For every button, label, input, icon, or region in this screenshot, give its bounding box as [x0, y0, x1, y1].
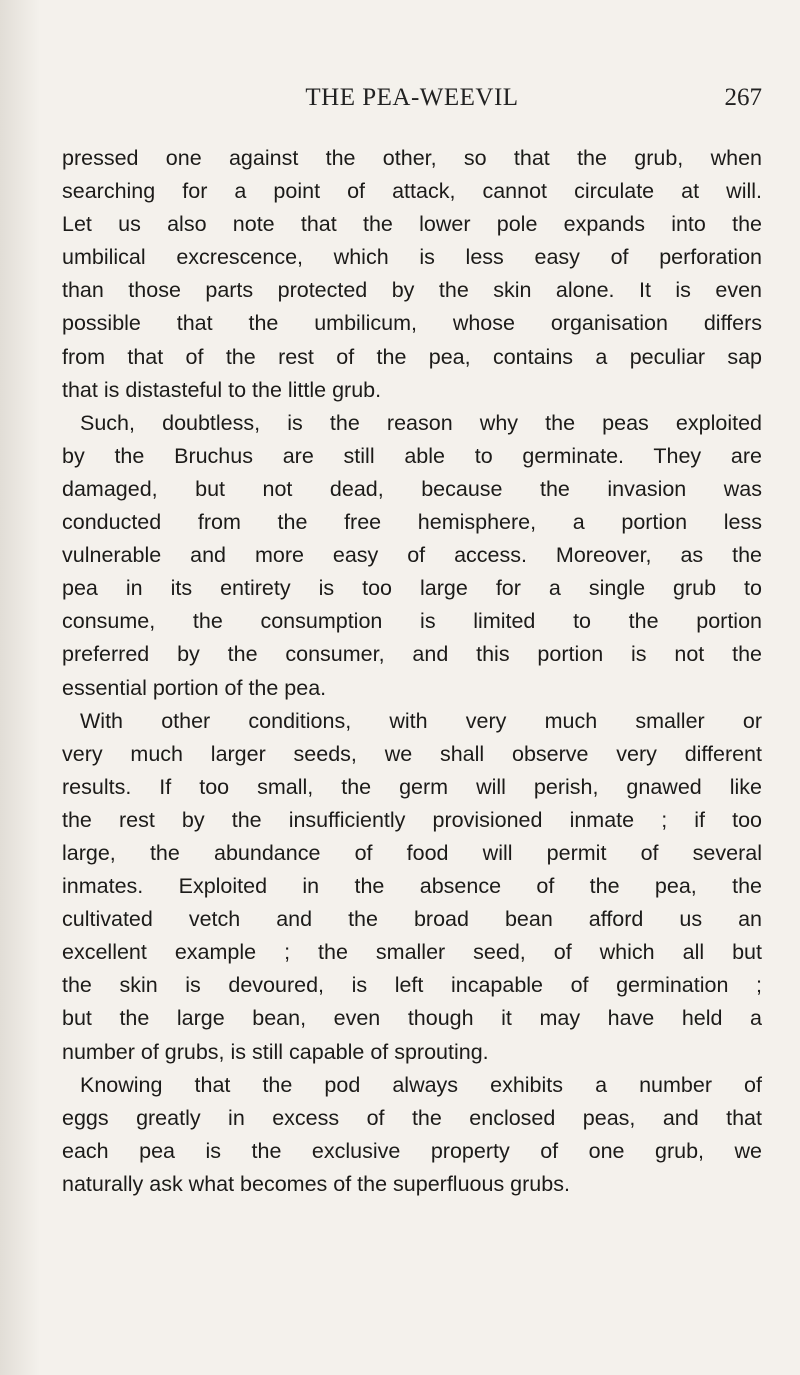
running-title: THE PEA-WEEVIL [305, 84, 519, 111]
text-line: the rest by the insufficiently provisioned inmate ; if too [62, 807, 762, 832]
text-line: each pea is the exclusive property of one grub, we [62, 1138, 762, 1163]
text-line: consume, the consumption is limited to the portion [62, 609, 762, 634]
text-line: damaged, but not dead, because the invasion was [62, 476, 762, 501]
text-line: searching for a point of attack, cannot circulate at will. [62, 179, 762, 204]
text-line: by the Bruchus are still able to germinate. They are [62, 443, 762, 468]
text-line: from that of the rest of the pea, contains a peculiar sap [62, 344, 762, 369]
text-line: results. If too small, the germ will perish, gnawed like [62, 774, 762, 799]
text-line: number of grubs, is still capable of sprouting. [62, 1039, 489, 1064]
text-line: essential portion of the pea. [62, 675, 327, 700]
text-line: naturally ask what becomes of the superfluous grubs. [62, 1171, 570, 1196]
text-line: the skin is devoured, is left incapable of germination ; [62, 973, 762, 998]
page-number: 267 [724, 84, 762, 111]
text-line: With other conditions, with very much smaller or [80, 708, 762, 733]
text-line: Knowing that the pod always exhibits a number of [80, 1072, 762, 1097]
text-line: pea in its entirety is too large for a single grub to [62, 576, 762, 601]
text-line: umbilical excrescence, which is less easy of perforation [62, 245, 762, 270]
text-line: excellent example ; the smaller seed, of which all but [62, 940, 762, 965]
text-line: pressed one against the other, so that the grub, when [62, 146, 762, 170]
text-line: Such, doubtless, is the reason why the peas exploited [80, 410, 762, 435]
text-line: possible that the umbilicum, whose organisation differs [62, 311, 762, 336]
text-line: than those parts protected by the skin alone. It is even [62, 278, 762, 303]
text-line: that is distasteful to the little grub. [62, 377, 382, 402]
text-line: preferred by the consumer, and this portion is not the [62, 642, 762, 667]
text-line: conducted from the free hemisphere, a portion less [62, 510, 762, 535]
text-line: eggs greatly in excess of the enclosed peas, and that [62, 1105, 762, 1130]
text-line: Let us also note that the lower pole expands into the [62, 212, 762, 237]
text-line: very much larger seeds, we shall observe very different [62, 741, 762, 766]
text-line: vulnerable and more easy of access. Moreover, as the [62, 543, 762, 568]
running-head [62, 84, 762, 124]
text-line: inmates. Exploited in the absence of the pea, the [62, 874, 762, 899]
body-text [62, 142, 762, 1201]
text-line: but the large bean, even though it may have held a [62, 1006, 762, 1031]
text-line: large, the abundance of food will permit of several [62, 840, 762, 865]
text-line: cultivated vetch and the broad bean afford us an [62, 907, 762, 932]
